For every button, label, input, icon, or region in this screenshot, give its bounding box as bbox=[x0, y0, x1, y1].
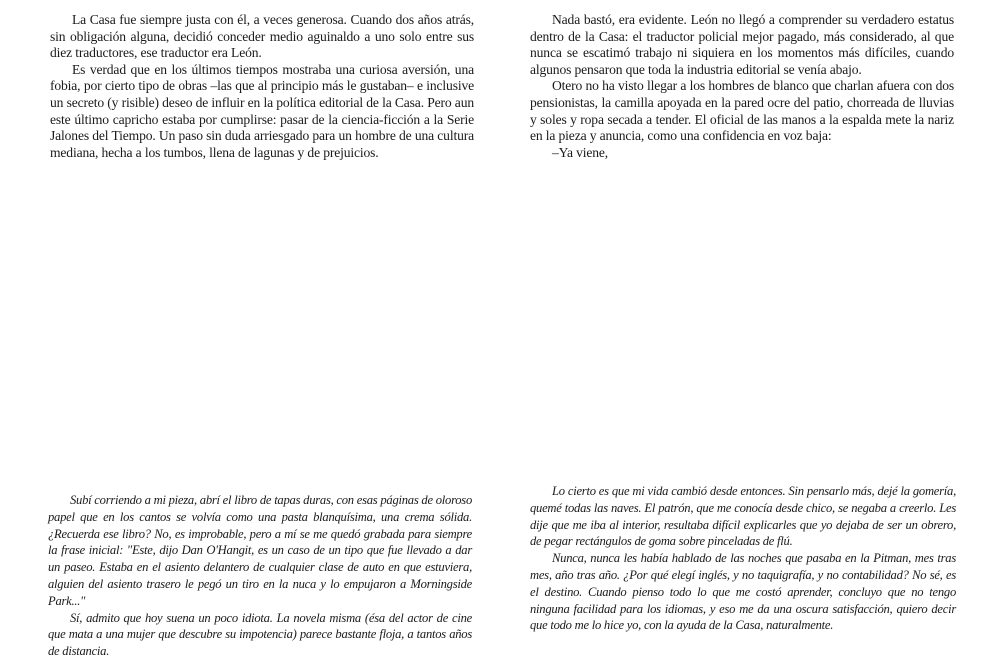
paragraph: –Ya viene, bbox=[552, 144, 609, 160]
paragraph: La Casa fue siempre justa con él, a veces generosa. Cuando dos años atrás, sin obligación alguna, decidió conceder medio aguinaldo a uno solo entre sus diez traductores, ese traductor era León. bbox=[50, 12, 474, 61]
paragraph: Es verdad que en los últimos tiempos mostraba una curiosa aversión, una fobia, por cierto tipo de obras –las que al principio más le gustaban– e inclusive un secreto (y risible) deseo de influir en la política editorial de la Casa. Pero aun este último capricho estaba por cumplirse: pasar de la ciencia-ficción a la Serie Jalones del Tiempo. Un paso sin duda arriesgado para un hombre de una cultura mediana, hecha a los tumbos, llena de lagunas y de prejuicios. bbox=[50, 61, 474, 160]
bottom-right-italic-text-block bbox=[530, 483, 956, 634]
top-right-text-block bbox=[530, 12, 954, 161]
bottom-left-italic-text-block bbox=[48, 492, 472, 660]
paragraph: Subí corriendo a mi pieza, abrí el libro de tapas duras, con esas páginas de oloroso papel que en los cantos se volvía como una pasta blanquísima, una crema sólida. ¿Recuerda ese libro? No, es improbable, pero a mí se me quedó grabada para siempre la frase inicial: "Este, dijo Dan O'Hangit, es un caso de un tipo que fue llevado a dar un paseo. Estaba en el asiento delantero de cualquier clase de auto en que estuviera, alguien del asiento trasero le pegó un tiro en la nuca y lo empujaron a Morningside Park..." bbox=[48, 493, 472, 608]
top-left-text-block bbox=[50, 12, 474, 161]
paragraph: Sí, admito que hoy suena un poco idiota. La novela misma (ésa del actor de cine que mata a una mujer que descubre su impotencia) parece bastante floja, a tantos años de distancia. bbox=[48, 610, 472, 659]
paragraph: Lo cierto es que mi vida cambió desde entonces. Sin pensarlo más, dejé la gomería, quemé todas las naves. El patrón, que me conocía desde chico, se negaba a creerlo. Les dije que me iba al interior, resultaba difícil explicarles que yo dejaba de ser un obrero, de pegar rectángulos de goma sobre pinceladas de flú. bbox=[530, 484, 956, 549]
paragraph: Nunca, nunca les había hablado de las noches que pasaba en la Pitman, mes tras mes, año tras año. ¿Por qué elegí inglés, y no taquigrafía, y no contabilidad? No sé, es el destino. Cuando pienso todo lo que me costó aprender, concluyo que no tengo ninguna facilidad para los idiomas, y eso me da una oscura satisfacción, quiero decir que todo me lo hice yo, con la ayuda de la Casa, naturalmente. bbox=[530, 551, 956, 633]
paragraph: Otero no ha visto llegar a los hombres de blanco que charlan afuera con dos pensionistas, la camilla apoyada en la pared ocre del patio, chorreada de lluvias y soles y ropa secada a tender. El oficial de las manos a la espalda mete la nariz en la pieza y anuncia, como una confidencia en voz baja: bbox=[530, 78, 954, 144]
paragraph: Nada bastó, era evidente. León no llegó a comprender su verdadero estatus dentro de la Casa: el traductor policial mejor pagado, más considerado, al que nunca se escatimó trabajo ni siquiera en los momentos más difíciles, cuando algunos pensaron que toda la industria editorial se venía abajo. bbox=[530, 12, 954, 77]
